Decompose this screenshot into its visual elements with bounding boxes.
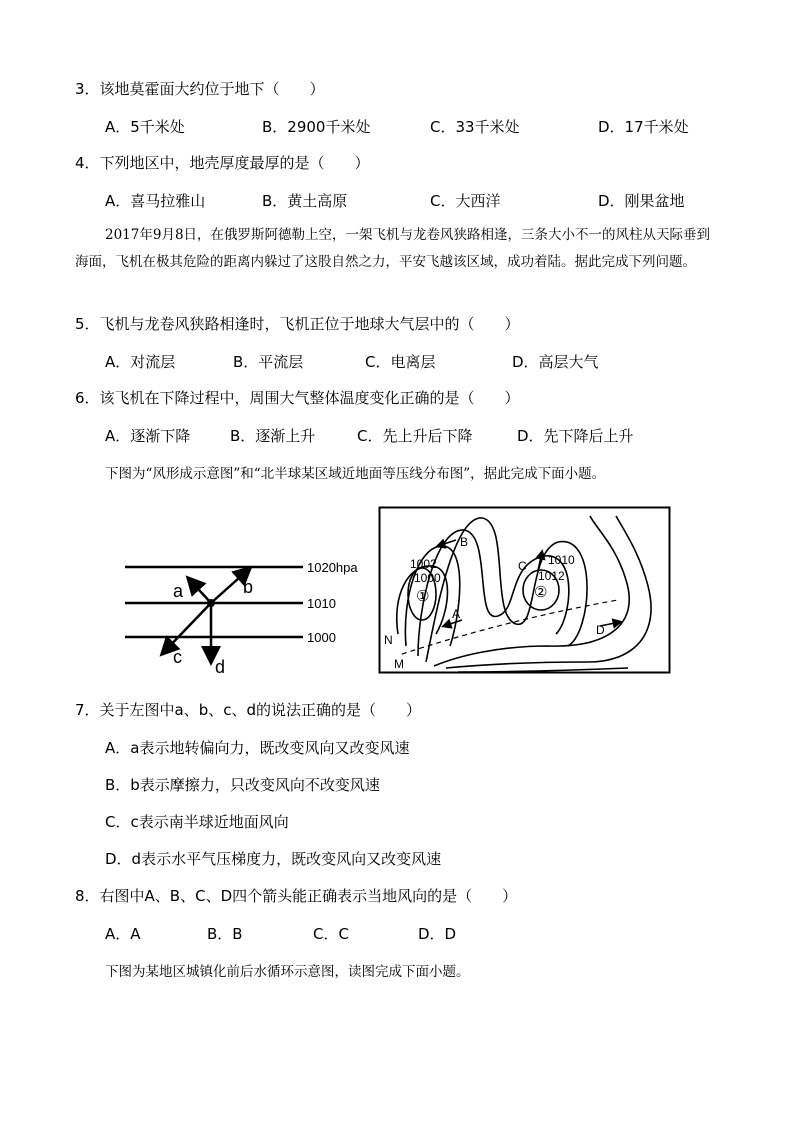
q4-option-c[interactable]: C．大西洋 bbox=[430, 192, 501, 210]
q7-option-c[interactable]: C．c表示南半球近地面风向 bbox=[105, 813, 289, 831]
label-c: c bbox=[173, 647, 182, 667]
q8-option-c[interactable]: C．C bbox=[313, 925, 349, 943]
q3-option-c[interactable]: C．33千米处 bbox=[430, 118, 520, 136]
q3-option-b[interactable]: B．2900千米处 bbox=[262, 118, 371, 136]
isobar-label-1000: 1000 bbox=[307, 630, 336, 645]
q4-option-a[interactable]: A．喜马拉雅山 bbox=[105, 192, 206, 210]
passage-figure-intro: 下图为“风形成示意图”和“北半球某区域近地面等压线分布图”，据此完成下面小题。 bbox=[105, 466, 606, 482]
isobar-map bbox=[378, 506, 672, 676]
q8-option-a[interactable]: A．A bbox=[105, 925, 141, 943]
wind-formation-diagram bbox=[115, 545, 375, 685]
label-1010: 1010 bbox=[548, 553, 575, 567]
q7-option-a[interactable]: A．a表示地转偏向力，既改变风向又改变风速 bbox=[105, 739, 410, 757]
label-1002: 1002 bbox=[410, 557, 437, 571]
label-1000: 1000 bbox=[414, 571, 441, 585]
label-A: A bbox=[452, 607, 461, 621]
q6-option-b[interactable]: B．逐渐上升 bbox=[230, 427, 316, 445]
q7-option-d[interactable]: D．d表示水平气压梯度力，既改变风向又改变风速 bbox=[105, 850, 442, 868]
label-1012: 1012 bbox=[538, 569, 565, 583]
q4-option-d[interactable]: D．刚果盆地 bbox=[598, 192, 685, 210]
q6-option-c[interactable]: C．先上升后下降 bbox=[357, 427, 473, 445]
q3-option-d[interactable]: D．17千米处 bbox=[598, 118, 689, 136]
question-7-stem: 7．关于左图中a、b、c、d的说法正确的是（ ） bbox=[75, 701, 422, 719]
q6-option-d[interactable]: D．先下降后上升 bbox=[517, 427, 634, 445]
label-C: C bbox=[518, 559, 527, 573]
q5-option-b[interactable]: B．平流层 bbox=[233, 353, 304, 371]
question-4-stem: 4．下列地区中，地壳厚度最厚的是（ ） bbox=[75, 154, 370, 172]
isobar-label-1010: 1010 bbox=[307, 596, 336, 611]
q3-option-a[interactable]: A．5千米处 bbox=[105, 118, 185, 136]
arrow-c bbox=[163, 603, 211, 653]
q4-option-b[interactable]: B．黄土高原 bbox=[262, 192, 348, 210]
q7-option-b[interactable]: B．b表示摩擦力，只改变风向不改变风速 bbox=[105, 776, 380, 794]
q8-option-b[interactable]: B．B bbox=[207, 925, 243, 943]
label-center-1: ① bbox=[416, 588, 430, 605]
passage-tornado: 2017年9月8日，在俄罗斯阿德勒上空，一架飞机与龙卷风狭路相逢，三条大小不一的风柱从天际垂到海面，飞机在极其危险的距离内躲过了这股自然之力，平安飞越该区域，成功着陆。据此完成下列问题。 bbox=[75, 227, 711, 270]
isobar-label-1020: 1020hpa bbox=[307, 560, 358, 575]
question-8-stem: 8．右图中A、B、C、D四个箭头能正确表示当地风向的是（ ） bbox=[75, 887, 518, 905]
q8-option-d[interactable]: D．D bbox=[418, 925, 457, 943]
question-5-stem: 5．飞机与龙卷风狭路相逢时，飞机正位于地球大气层中的（ ） bbox=[75, 315, 520, 333]
label-center-2: ② bbox=[534, 584, 548, 601]
label-N: N bbox=[384, 633, 393, 647]
label-D: D bbox=[596, 623, 605, 637]
question-3-stem: 3．该地莫霍面大约位于地下（ ） bbox=[75, 80, 325, 98]
q6-option-a[interactable]: A．逐渐下降 bbox=[105, 427, 191, 445]
q5-option-c[interactable]: C．电离层 bbox=[365, 353, 436, 371]
label-b: b bbox=[243, 577, 254, 597]
question-6-stem: 6．该飞机在下降过程中，周围大气整体温度变化正确的是（ ） bbox=[75, 389, 520, 407]
label-a: a bbox=[173, 581, 184, 601]
arrow-a bbox=[189, 579, 211, 603]
label-M: M bbox=[394, 657, 404, 671]
label-B: B bbox=[460, 535, 469, 549]
q5-option-a[interactable]: A．对流层 bbox=[105, 353, 176, 371]
passage-urbanization: 下图为某地区城镇化前后水循环示意图，读图完成下面小题。 bbox=[105, 964, 470, 980]
q5-option-d[interactable]: D．高层大气 bbox=[512, 353, 599, 371]
label-d: d bbox=[215, 657, 226, 677]
